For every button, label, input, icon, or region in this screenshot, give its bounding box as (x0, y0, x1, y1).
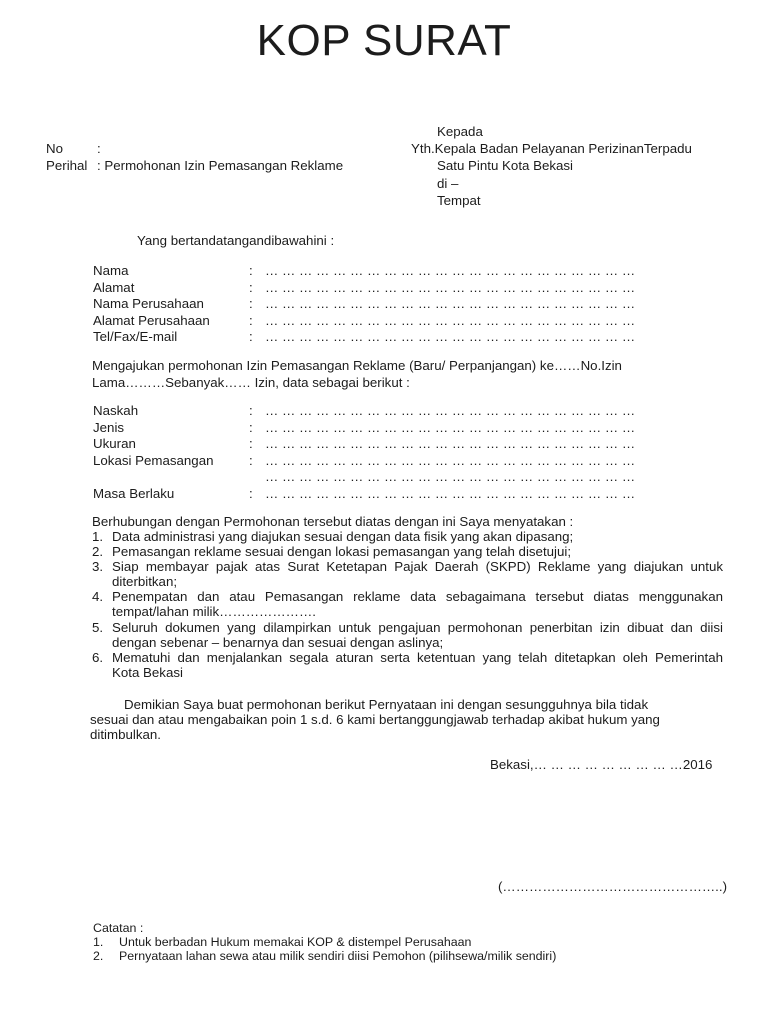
item-number: 5. (92, 619, 104, 635)
list-item (92, 559, 723, 589)
item-number: 1. (92, 529, 104, 544)
notes-block (93, 921, 556, 963)
field-label (93, 469, 249, 486)
field-dotted-line: … … … … … … … … … … … … … … … … … … … … … … (265, 485, 636, 501)
field-label: Naskah (93, 403, 139, 418)
field-row-lokasi-continuation (93, 469, 636, 486)
field-colon: : (249, 296, 253, 312)
field-colon: : (249, 263, 253, 278)
field-colon: : (249, 329, 253, 345)
field-colon: : (249, 485, 253, 501)
recipient-tempat: Tempat (437, 192, 481, 208)
item-text (112, 529, 723, 544)
item-line: dengan sebenar – benarnya dan sesuai dengan aslinya; (112, 634, 444, 650)
item-line: Mematuhi dan menjalankan segala aturan serta ketentuan yang telah ditetapkan oleh Pemerintah (112, 649, 723, 665)
note-text: Pernyataan lahan sewa atau milik sendiri diisi Pemohon (pilihsewa/milik sendiri) (119, 949, 557, 964)
recipient-agency: Satu Pintu Kota Bekasi (437, 158, 574, 174)
field-label: Masa Berlaku (93, 485, 175, 501)
recipient-block (411, 123, 692, 209)
date-line: Bekasi,… … … … … … … … …2016 (490, 757, 713, 772)
field-dotted-line: … … … … … … … … … … … … … … … … … … … … … … (265, 403, 636, 418)
note-number: 1. (93, 935, 104, 950)
letter-meta-block (46, 140, 343, 174)
item-number: 2. (92, 544, 104, 560)
field-row-alamat-perusahaan (93, 312, 636, 330)
field-dotted-line: … … … … … … … … … … … … … … … … … … … … … … (265, 419, 636, 435)
item-text (112, 559, 723, 589)
field-label: Nama Perusahaan (93, 296, 204, 312)
recipient-kepada: Kepada (437, 124, 483, 139)
field-label: Nama (93, 263, 129, 278)
item-text (112, 620, 723, 650)
no-label: No (46, 141, 63, 156)
list-item (92, 589, 723, 619)
field-dotted-line: … … … … … … … … … … … … … … … … … … … … … … (265, 329, 636, 345)
item-line: Seluruh dokumen yang dilampirkan untuk pengajuan permohonan penerbitan izin dibuat dan diisi (112, 619, 723, 635)
meta-no-row (46, 140, 343, 157)
field-row-alamat (93, 279, 636, 297)
statement-list (92, 529, 723, 680)
list-item (92, 650, 723, 680)
statement-intro: Berhubungan dengan Permohonan tersebut diatas dengan ini Saya menyatakan : (92, 514, 574, 529)
field-colon-empty (249, 469, 265, 486)
field-row-lokasi-pemasangan (93, 452, 636, 470)
field-row-naskah (93, 403, 636, 420)
applicant-fields (93, 263, 636, 346)
closing-line-2: sesuai dan atau mengabaikan poin 1 s.d. 6 kami bertanggungjawab terhadap akibat hukum yang (90, 712, 660, 728)
field-row-nama-perusahaan (93, 296, 636, 313)
note-item (93, 935, 556, 949)
field-colon: : (249, 403, 253, 418)
note-item (93, 949, 556, 963)
perihal-label: Perihal (46, 158, 88, 174)
closing-line-1: Demikian Saya buat permohonan berikut Pernyataan ini dengan sesungguhnya bila tidak (124, 697, 649, 712)
field-dotted-line: … … … … … … … … … … … … … … … … … … … … … … (265, 296, 636, 312)
item-text (112, 544, 723, 559)
field-label: Lokasi Pemasangan (93, 452, 214, 468)
field-row-ukuran (93, 436, 636, 453)
item-number: 3. (92, 559, 104, 575)
item-line: Siap membayar pajak atas Surat Ketetapan Pajak Daerah (SKPD) Reklame yang diajukan untuk (112, 559, 723, 575)
field-label: Jenis (93, 419, 125, 435)
field-row-tel-fax-email (93, 329, 636, 346)
field-row-jenis (93, 419, 636, 437)
field-colon: : (249, 312, 253, 328)
signature-placeholder: (…………………………………………..) (498, 879, 727, 894)
field-label: Ukuran (93, 436, 136, 452)
item-number: 4. (92, 589, 104, 605)
opening-line: Yang bertandatangandibawahini : (137, 233, 335, 248)
request-line-1: Mengajukan permohonan Izin Pemasangan Reklame (Baru/ Perpanjangan) ke……No.Izin (92, 358, 622, 373)
request-paragraph (92, 358, 622, 392)
field-dotted-line: … … … … … … … … … … … … … … … … … … … … … … (265, 263, 636, 278)
field-label: Alamat (93, 279, 135, 295)
meta-perihal-row (46, 157, 343, 174)
field-dotted-line: … … … … … … … … … … … … … … … … … … … … … … (265, 436, 636, 452)
item-line: Penempatan dan atau Pemasangan reklame data sebagaimana tersebut diatas menggunakan (112, 589, 723, 605)
item-line: Kota Bekasi (112, 664, 183, 680)
list-item (92, 620, 723, 650)
field-label: Alamat Perusahaan (93, 312, 210, 328)
item-number: 6. (92, 649, 104, 665)
field-label: Tel/Fax/E-mail (93, 329, 178, 345)
field-dotted-line: … … … … … … … … … … … … … … … … … … … … … … (265, 279, 636, 295)
closing-paragraph (90, 697, 704, 743)
field-dotted-line: … … … … … … … … … … … … … … … … … … … … … … (265, 312, 636, 328)
list-item (92, 544, 723, 559)
field-dotted-line: … … … … … … … … … … … … … … … … … … … … … … (265, 452, 636, 468)
field-colon: : (249, 436, 253, 452)
list-item (92, 529, 723, 544)
request-line-2: Lama………Sebanyak…… Izin, data sebagai berikut : (92, 374, 410, 390)
recipient-yth: Yth.Kepala Badan Pelayanan PerizinanTerpadu (411, 141, 692, 157)
item-line: Pemasangan reklame sesuai dengan lokasi pemasangan yang telah disetujui; (112, 544, 572, 560)
note-text: Untuk berbadan Hukum memakai KOP & distempel Perusahaan (119, 935, 472, 950)
recipient-di: di – (437, 175, 459, 191)
field-colon: : (249, 452, 253, 468)
field-dotted-line: … … … … … … … … … … … … … … … … … … … … … … (265, 469, 636, 485)
note-number: 2. (93, 949, 104, 964)
item-text (112, 650, 723, 680)
perihal-value: : Permohonan Izin Pemasangan Reklame (97, 158, 344, 174)
no-colon: : (97, 141, 101, 156)
notes-heading: Catatan : (93, 921, 144, 935)
item-line: tempat/lahan milik…………………. (112, 604, 316, 620)
item-text (112, 589, 723, 619)
field-row-nama (93, 263, 636, 280)
letterhead-title: KOP SURAT (256, 16, 512, 65)
field-row-masa-berlaku (93, 485, 636, 503)
field-colon: : (249, 279, 253, 295)
field-colon: : (249, 419, 253, 435)
detail-fields (93, 403, 636, 503)
item-line: Data administrasi yang diajukan sesuai dengan data fisik yang akan dipasang; (112, 529, 574, 544)
closing-line-3: ditimbulkan. (90, 727, 161, 743)
item-line: diterbitkan; (112, 574, 178, 590)
